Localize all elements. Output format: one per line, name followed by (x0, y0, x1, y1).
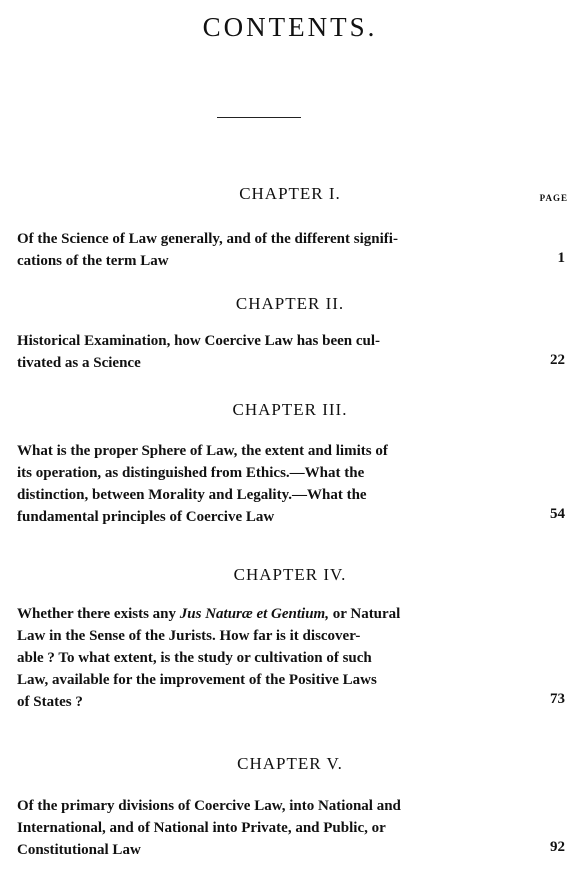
chapter-4-line-5: of States ? (17, 694, 83, 710)
chapter-3-page: 54 (550, 506, 565, 522)
chapter-2-line-1: Historical Examination, how Coercive Law has been cul- (17, 333, 381, 349)
chapter-5-heading: CHAPTER V. (237, 754, 343, 773)
chapter-1-page: 1 (557, 250, 565, 266)
chapter-4-line-4: Law, available for the improvement of the Positive Laws (17, 672, 377, 688)
chapter-4-page: 73 (550, 691, 565, 707)
chapter-3-description (17, 440, 559, 528)
chapter-5-page: 92 (550, 839, 565, 855)
title-divider (217, 117, 301, 118)
chapter-2-line-2: tivated as a Science (17, 355, 141, 371)
chapter-5-description (17, 795, 559, 861)
chapter-2-description (17, 330, 559, 374)
chapter-3-line-2: its operation, as distinguished from Ethics.—What the (17, 465, 365, 481)
page-column-label: PAGE (539, 193, 568, 203)
chapter-4-heading: CHAPTER IV. (233, 565, 347, 584)
chapter-1-line-1: Of the Science of Law generally, and of the different signifi- (17, 231, 398, 247)
chapter-5-line-2: International, and of National into Private, and Public, or (17, 820, 386, 836)
chapter-4-line-1-pre: Whether there exists any (17, 606, 180, 622)
chapter-4-description (17, 603, 559, 713)
chapter-5-line-1: Of the primary divisions of Coercive Law, into National and (17, 798, 401, 814)
chapter-4-line-3: able ? To what extent, is the study or cultivation of such (17, 650, 372, 666)
chapter-3-line-4: fundamental principles of Coercive Law (17, 509, 275, 525)
chapter-4-line-1 (17, 603, 559, 625)
chapter-4-latin-phrase: Jus Naturæ et Gentium, (179, 606, 329, 622)
chapter-2-page: 22 (550, 352, 565, 368)
chapter-4-line-1-post: or Natural (328, 606, 401, 622)
chapter-3-line-3: distinction, between Morality and Legality.—What the (17, 487, 367, 503)
chapter-4-line-2: Law in the Sense of the Jurists. How far is it discover- (17, 628, 361, 644)
chapter-1-description (17, 228, 559, 272)
chapter-3-heading: CHAPTER III. (232, 400, 348, 419)
chapter-3-line-1: What is the proper Sphere of Law, the extent and limits of (17, 443, 388, 459)
chapter-1-line-2: cations of the term Law (17, 253, 169, 269)
chapter-5-line-3: Constitutional Law (17, 842, 141, 858)
page-title: CONTENTS. (202, 12, 378, 42)
chapter-2-heading: CHAPTER II. (235, 294, 345, 313)
chapter-1-heading: CHAPTER I. (239, 184, 341, 203)
